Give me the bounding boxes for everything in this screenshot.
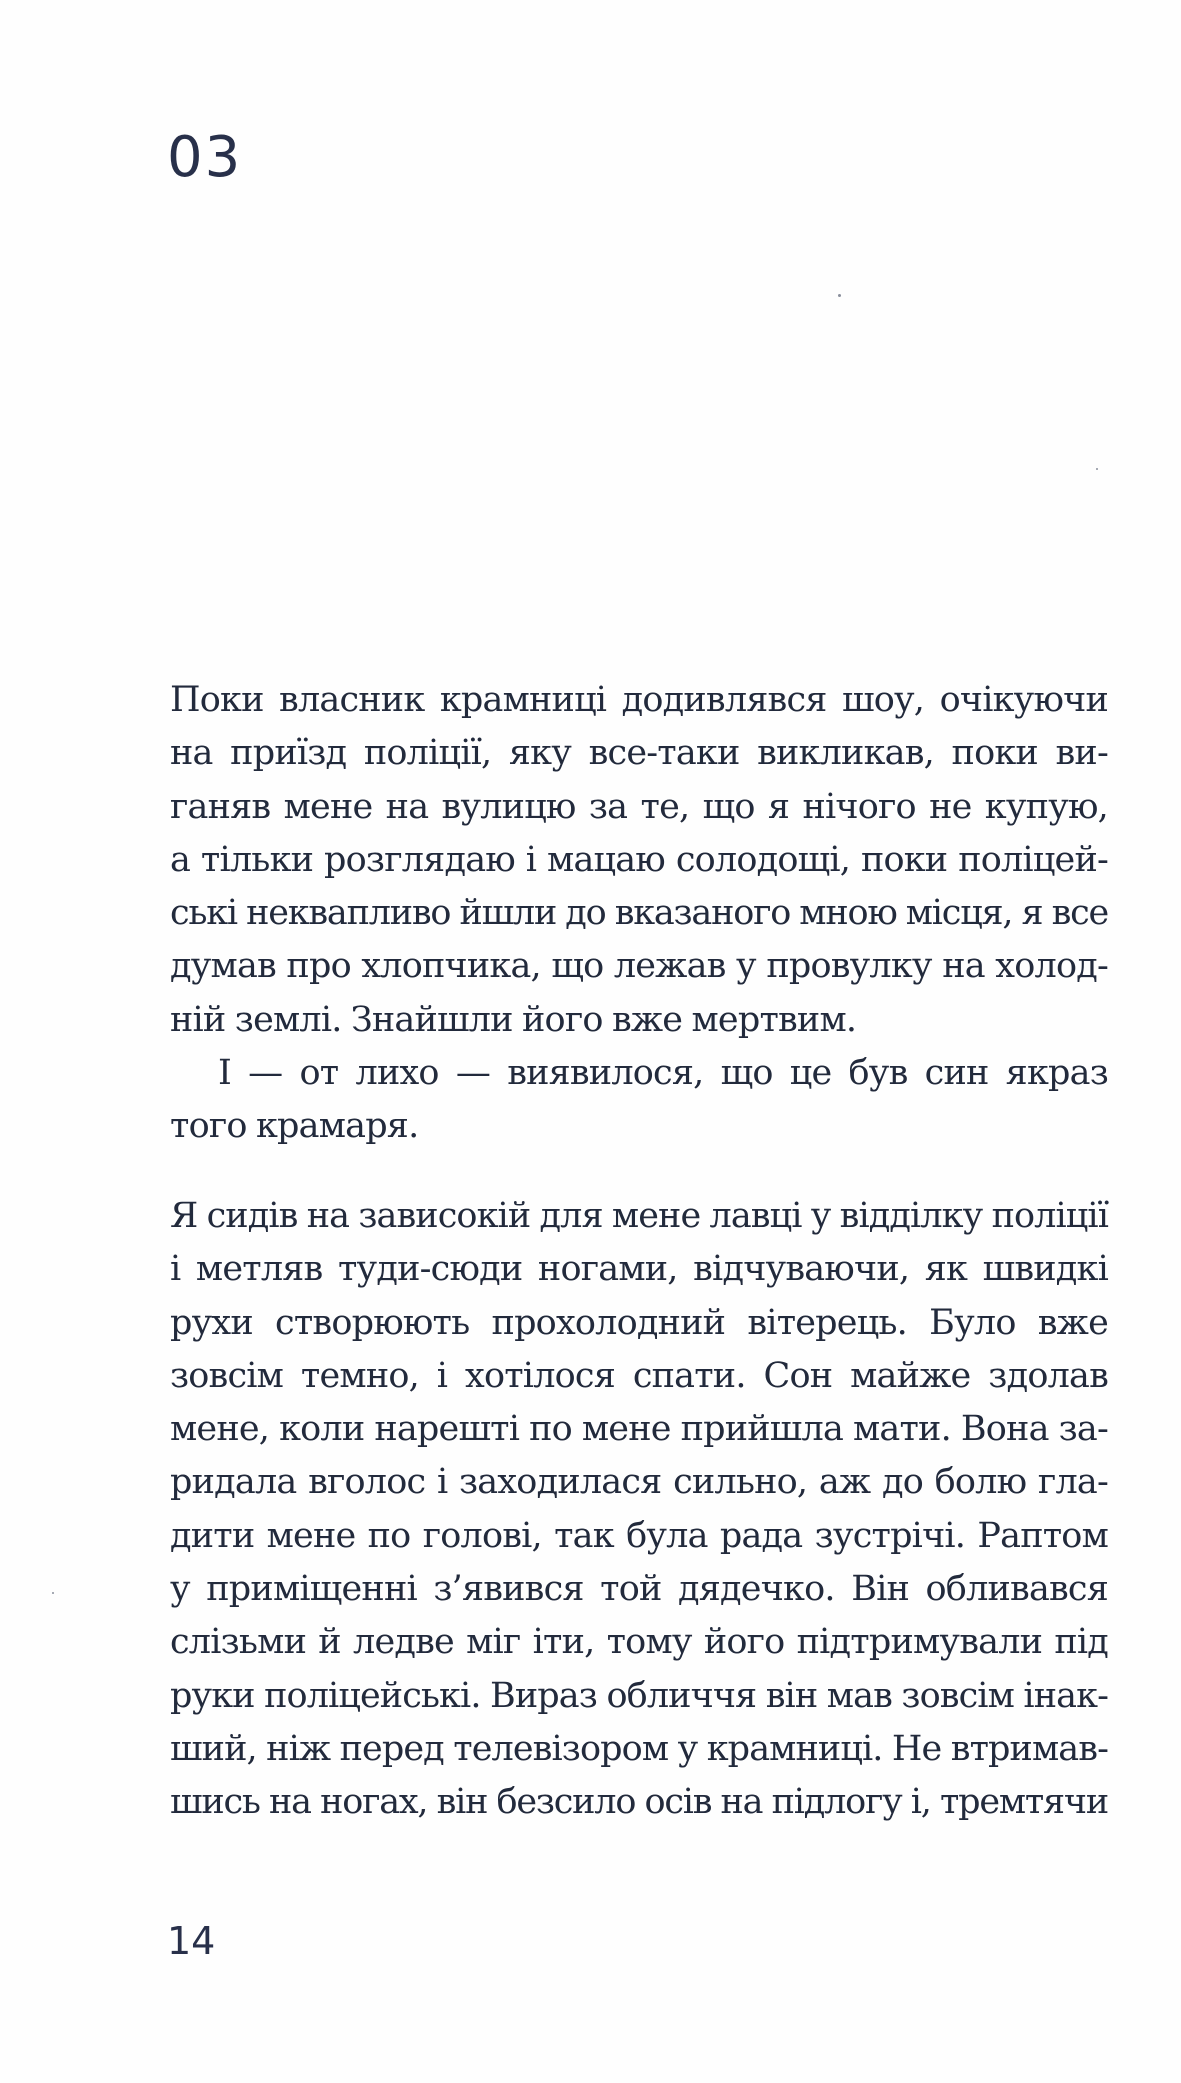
- text-line: на приїзд поліції, яку все-таки викликав, поки ви-: [170, 733, 1108, 774]
- text-line: думав про хлопчика, що лежав у провулку на холод-: [170, 946, 1108, 987]
- text-line: Поки власник крамниці додивлявся шоу, очікуючи: [170, 680, 1108, 720]
- text-line: дити мене по голові, так була рада зустрічі. Раптом: [170, 1515, 1108, 1556]
- text-block-1: [170, 674, 1108, 1154]
- text-block-2: [170, 1190, 1108, 1830]
- text-line: шись на ногах, він безсило осів на підлогу і, тремтячи: [170, 1782, 1108, 1823]
- page-number: 14: [167, 1919, 216, 1963]
- text-line: у приміщенні з’явився той дядечко. Він обливався: [170, 1569, 1108, 1610]
- text-line: мене, коли нарешті по мене прийшла мати. Вона за-: [170, 1409, 1108, 1450]
- scan-speck: [52, 1592, 54, 1594]
- text-line: і метляв туди-сюди ногами, відчуваючи, як швидкі: [170, 1249, 1108, 1290]
- text-line: руки поліцейські. Вираз обличчя він мав зовсім інак-: [170, 1675, 1108, 1716]
- text-line: ридала вголос і заходилася сильно, аж до болю гла-: [170, 1462, 1108, 1503]
- text-line: слізьми й ледве міг іти, тому його підтримували під: [170, 1622, 1108, 1663]
- paragraph-3: [170, 1190, 1108, 1830]
- text-line: ший, ніж перед телевізором у крамниці. Не втримав-: [170, 1728, 1108, 1769]
- text-line: того крамаря.: [170, 1106, 419, 1147]
- scan-speck: [838, 294, 841, 297]
- chapter-number: 03: [167, 125, 243, 190]
- text-line: а тільки розглядаю і мацаю солодощі, поки поліцей-: [170, 839, 1108, 880]
- paragraph-1: [170, 674, 1108, 1047]
- text-line: рухи створюють прохолодний вітерець. Було вже: [170, 1302, 1108, 1343]
- text-line: І — от лихо — виявилося, що це був син якраз: [218, 1053, 1108, 1094]
- text-line: зовсім темно, і хотілося спати. Сон майже здолав: [170, 1355, 1108, 1396]
- text-line: Я сидів на зависокій для мене лавці у відділку поліції: [170, 1196, 1108, 1236]
- text-line: ганяв мене на вулицю за те, що я нічого не купую,: [170, 786, 1108, 827]
- text-line: ські неквапливо йшли до вказаного мною місця, я все: [170, 893, 1108, 934]
- text-line: ній землі. Знайшли його вже мертвим.: [170, 999, 857, 1040]
- paragraph-2: [170, 1047, 1108, 1154]
- scan-speck: [1096, 468, 1098, 470]
